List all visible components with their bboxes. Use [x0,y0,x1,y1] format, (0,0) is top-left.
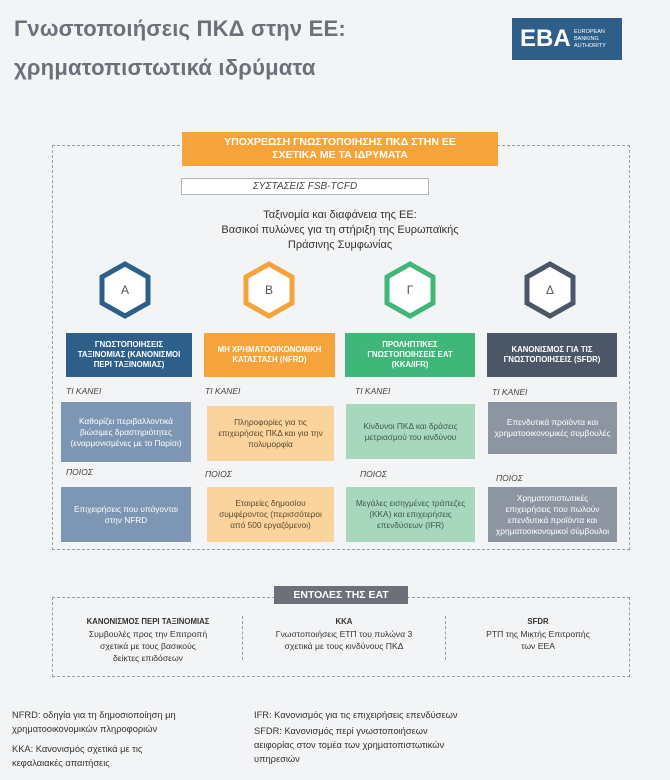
column-a-who: Επιχειρήσεις που υπάγονται στην NFRD [61,487,191,542]
mandate-kka [246,616,442,652]
column-c-what: Κίνδυνοι ΠΚΔ και δράσεις μετριασμού του κινδύνου [346,404,475,459]
footnote-nfrd-line1: NFRD: οδηγία για τη δημοσιοποίηση μη [12,710,176,720]
mandate-taxonomy-line1: Συμβουλές προς την Επιτροπή [88,629,208,639]
mandate-taxonomy-line2: σχετικά με τους βασικούς [100,641,196,651]
what-label-d: ΤΙ ΚΑΝΕΙ [492,387,528,397]
obligation-banner-line2: ΣΧΕΤΙΚΑ ΜΕ ΤΑ ΙΔΡΥΜΑΤΑ [272,149,408,161]
mandates-banner: ΕΝΤΟΛΕΣ ΤΗΣ ΕΑΤ [274,586,408,604]
footnote-sfdr-line3: υπηρεσιών [254,754,300,764]
footnote-nfrd-line2: χρηματοοικονομικών πληροφοριών [12,724,158,734]
column-c-header: ΠΡΟΛΗΠΤΙΚΕΣ ΓΝΩΣΤΟΠΟΙΗΣΕΙΣ ΕΑΤ (ΚΚΑ/IFR) [345,333,475,377]
mandate-kka-head: ΚΚΑ [335,617,353,626]
what-label-a: ΤΙ ΚΑΝΕΙ [66,386,102,396]
mandates-divider-1 [242,616,243,660]
mandate-sfdr-line2: των ΕΕΑ [521,641,555,651]
footnote-kka [12,742,242,770]
fsb-recommendations: ΣΥΣΤΑΣΕΙΣ FSB-TCFD [181,178,429,195]
what-label-c: ΤΙ ΚΑΝΕΙ [355,386,391,396]
footnote-sfdr-line1: SFDR: Κανονισμός περί γνωστοποιήσεων [254,726,428,736]
logo-text-3: AUTHORITY [574,42,606,49]
taxonomy-heading [210,208,470,253]
page-title-line2: χρηματοπιστωτικά ιδρύματα [14,55,316,80]
mandate-sfdr [450,616,626,652]
column-a-header: ΓΝΩΣΤΟΠΟΙΗΣΕΙΣ ΤΑΞΙΝΟΜΙΑΣ (ΚΑΝΟΝΙΣΜΟΙ ΠΕΡΙ ΤΑΞΙΝΟΜΙΑΣ) [66,333,192,377]
hexagon-a [99,261,151,319]
column-d-who: Χρηματοπιστωτικές επιχειρήσεις που πωλούν επενδυτικά προϊόντα και χρηματοοικονομικοί σύμβουλοι [488,487,617,542]
taxonomy-line1: Ταξινομία και διαφάνεια της ΕΕ: [263,209,417,221]
footnote-kka-line1: ΚΚΑ: Κανονισμός σχετικά με τις [12,744,143,754]
mandates-divider-2 [445,616,446,660]
footnote-kka-line2: κεφαλαιακές απαιτήσεις [12,758,110,768]
who-label-c: ΠΟΙΟΣ [360,469,387,479]
mandate-kka-line1: Γνωστοποιήσεις ΕΤΠ του πυλώνα 3 [275,629,413,639]
obligation-banner-line1: ΥΠΟΧΡΕΩΣΗ ΓΝΩΣΤΟΠΟΙΗΣΗΣ ΠΚΔ ΣΤΗΝ ΕΕ [224,136,456,148]
column-d-header: ΚΑΝΟΝΙΣΜΟΣ ΓΙΑ ΤΙΣ ΓΝΩΣΤΟΠΟΙΗΣΕΙΣ (SFDR) [487,333,617,377]
mandate-kka-line2: σχετικά με τους κινδύνους ΠΚΔ [284,641,404,651]
hexagon-c [384,261,436,319]
column-c-who: Μεγάλες εισηγμένες τράπεζες (ΚΚΑ) και επιχειρήσεις επενδύσεων (IFR) [346,487,475,542]
mandate-taxonomy [60,616,236,664]
footnote-nfrd [12,708,242,736]
what-label-b: ΤΙ ΚΑΝΕΙ [205,386,241,396]
column-d-what: Επενδυτικά προϊόντα και χρηματοοικονομικές συμβουλές [488,402,617,454]
taxonomy-line2: Βασικοί πυλώνες για τη στήριξη της Ευρωπαϊκής [221,224,459,236]
mandate-sfdr-head: SFDR [527,617,549,626]
mandate-taxonomy-line3: δείκτες επιδόσεων [113,653,183,663]
footnote-ifr: IFR: Κανονισμός για τις επιχειρήσεις επενδύσεων [254,710,458,720]
who-label-d: ΠΟΙΟΣ [496,473,523,483]
who-label-b: ΠΟΙΟΣ [205,469,232,479]
page-title-line1: Γνωστοποιήσεις ΠΚΔ στην ΕΕ: [14,16,346,41]
logo-text-1: EUROPEAN [574,28,605,35]
hexagon-c-letter: Γ [406,283,414,297]
hexagon-b-letter: Β [264,283,273,297]
obligation-banner [182,132,498,166]
hexagon-b [243,261,295,319]
logo-mark: EBA [520,25,571,52]
column-a-what: Καθορίζει περιβαλλοντικά βιώσιμες δραστηριότητες (εναρμονισμένες με το Παρίσι) [61,402,191,462]
column-b-who: Εταιρείες δημοσίου συμφέροντος (περισσότεροι από 500 εργαζόμενοι) [207,487,334,542]
hexagon-a-letter: Α [120,283,129,297]
footnote-sfdr-line2: αειφορίας στον τομέα των χρηματοπιστωτικών [254,740,445,750]
eba-logo [512,18,622,60]
mandate-taxonomy-head: ΚΑΝΟΝΙΣΜΟΣ ΠΕΡΙ ΤΑΞΙΝΟΜΙΑΣ [86,617,210,626]
taxonomy-line3: Πράσινης Συμφωνίας [287,239,393,251]
hexagon-d [524,261,576,319]
who-label-a: ΠΟΙΟΣ [66,467,93,477]
hexagon-d-letter: Δ [545,283,554,297]
column-b-what: Πληροφορίες για τις επιχειρήσεις ΠΚΔ και για την πολυμορφία [207,406,334,461]
mandate-sfdr-line1: ΡΤΠ της Μικτής Επιτροπής [486,629,590,639]
footnote-sfdr [254,724,554,766]
column-b-header: ΜΗ ΧΡΗΜΑΤΟΟΙΚΟΝΟΜΙΚΗ ΚΑΤΑΣΤΑΣΗ (NFRD) [204,333,335,377]
logo-text-2: BANKING [574,35,599,42]
logo-text [574,29,606,50]
